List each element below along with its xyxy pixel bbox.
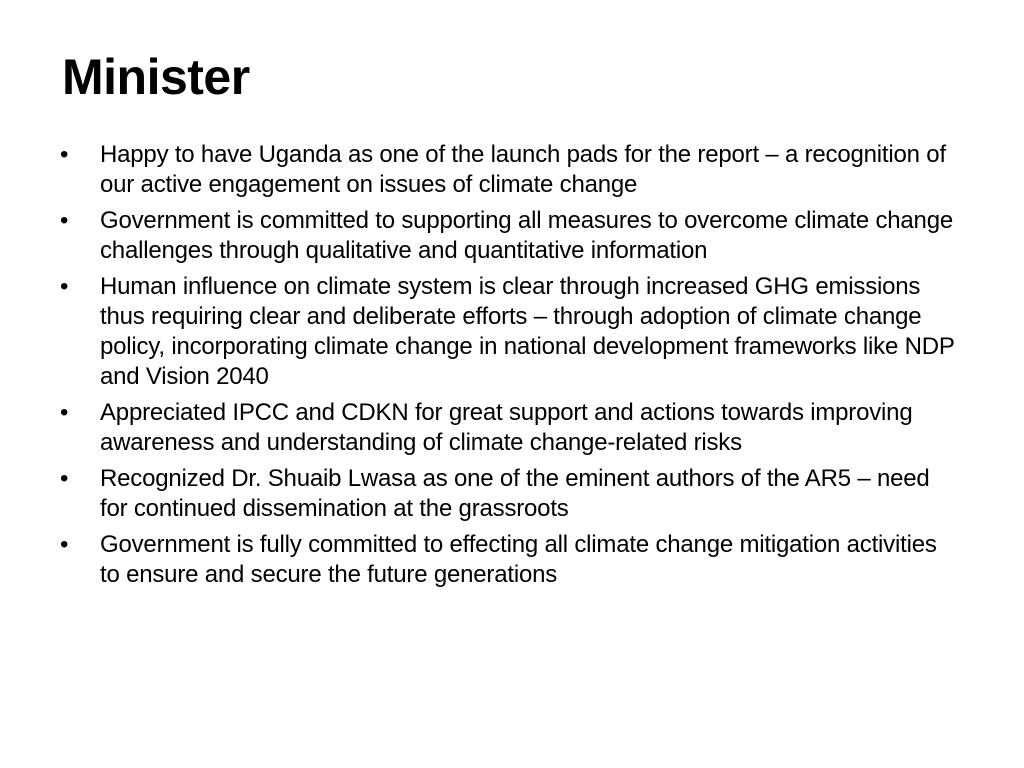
bullet-list [60,140,960,596]
bullet-text: Appreciated IPCC and CDKN for great support and actions towards improving awareness and understanding of climate change-related risks [100,399,913,456]
bullet-item [60,398,960,458]
slide-title: Minister [62,49,250,105]
bullet-icon: • [60,399,69,426]
bullet-icon: • [60,207,69,234]
bullet-icon: • [60,273,69,300]
bullet-icon: • [60,465,69,492]
bullet-text: Human influence on climate system is clear through increased GHG emissions thus requiring clear and deliberate efforts – through adoption of climate change policy, incorporating climate change in national development frameworks like NDP and Vision 2040 [100,273,955,390]
bullet-item [60,140,960,200]
bullet-text: Happy to have Uganda as one of the launch pads for the report – a recognition of our active engagement on issues of climate change [100,141,946,198]
bullet-icon: • [60,141,69,168]
bullet-text: Recognized Dr. Shuaib Lwasa as one of the eminent authors of the AR5 – need for continued dissemination at the grassroots [100,465,930,522]
bullet-icon: • [60,531,69,558]
bullet-item [60,206,960,266]
bullet-item [60,272,960,392]
bullet-item [60,464,960,524]
bullet-text: Government is fully committed to effecting all climate change mitigation activities to ensure and secure the future generations [100,531,937,588]
bullet-text: Government is committed to supporting all measures to overcome climate change challenges through qualitative and quantitative information [100,207,953,264]
bullet-item [60,530,960,590]
